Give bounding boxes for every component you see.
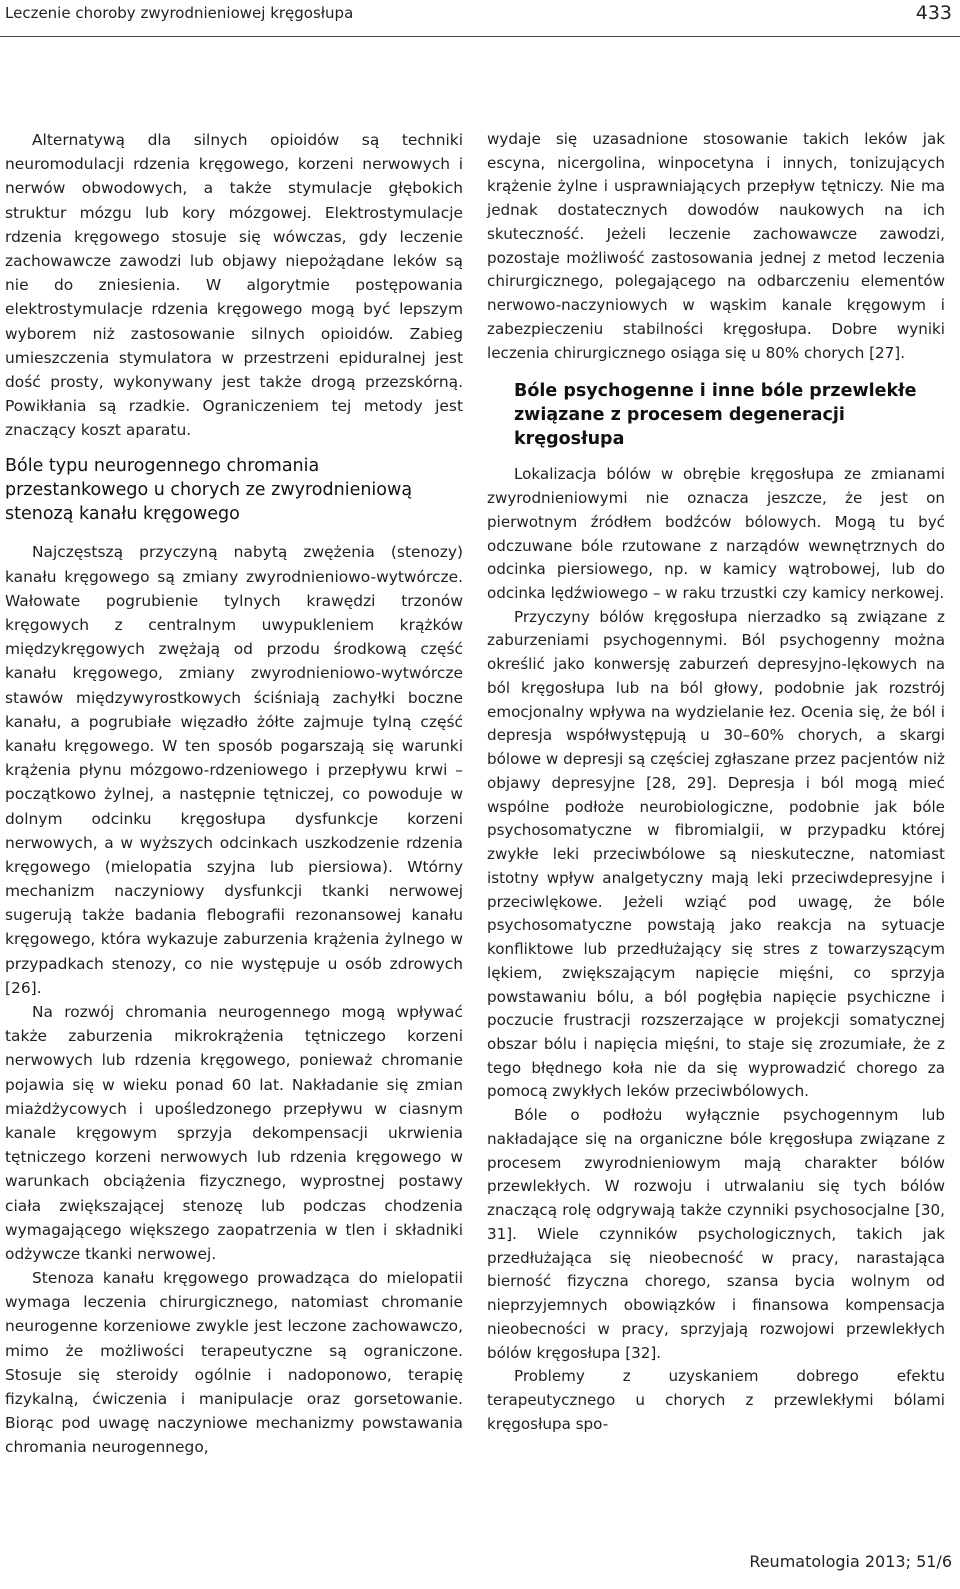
running-title: Leczenie choroby zwyrodnieniowej kręgosłupa	[5, 4, 354, 22]
paragraph-pain-localization: Lokalizacja bólów w obrębie kręgosłupa ze zmianami zwyrodnieniowymi nie oznacza jeszcze, że jest on pierwotnym źródłem bodźców bólowych. Mogą tu być odczuwane bóle rzutowane z narządów wewnętrznych do odcinka piersiowego, np. w kamicy wątrobowej, lub do odcinka lędźwiowego – w raku trzustki czy kamicy nerkowej.	[487, 465, 945, 603]
paragraph-microcirculation: Na rozwój chromania neurogennego mogą wpływać także zaburzenia mikrokrążenia tętniczego korzeni nerwowych lub rdzenia kręgowego, ponieważ chromanie pojawia się w wieku ponad 60 lat. Nakładanie się zmian miażdżycowych i upośledzonego przepływu w ciasnym kanale kręgowym sprzyja dekompensacji ukrwienia tętniczego korzeni nerwowych lub rdzenia kręgowego w warunkach obciążenia fizycznego, wyprostnej postawy ciała zwiększającej stenozę lub podczas chodzenia wymagającego większego zaopatrzenia w tlen i składniki odżywcze tkanki nerwowej.	[5, 1003, 463, 1263]
paragraph-stenosis-treatment: Stenoza kanału kręgowego prowadząca do mielopatii wymaga leczenia chirurgicznego, natomiast chromanie neurogenne korzeniowe zwykle jest leczone zachowawczo, mimo że możliwości terapeutyczne są ograniczone. Stosuje się steroidy ogólnie i nadoponowo, terapię fizykalną, ćwiczenia i manipulacje oraz gorsetowanie. Biorąc pod uwagę naczyniowe mechanizmy powstawania chromania neurogennego,	[5, 1269, 463, 1457]
section-heading-psychogenic-pain: Bóle psychogenne i inne bóle przewlekłe związane z procesem degeneracji kręgosłupa	[514, 381, 917, 450]
paragraph-psychogenic-causes: Przyczyny bólów kręgosłupa nierzadko są związane z zaburzeniami psychogennymi. Ból psychogenny można określić jako konwersję zaburzeń depresyjno-lękowych na ból kręgosłupa lub na ból głowy, podobnie jak rozstrój emocjonalny wpływa na wydzielanie łez. Ocenia się, że ból i depresja współwystępują u 30–60% chorych, a skargi bólowe w depresji są częściej zgłaszane przez pacjentów niż objawy depresyjne [28, 29]. Depresja i ból mogą mieć wspólne podłoże neurobiologiczne, podobnie jak bóle psychosomatyczne w fibromialgii, w przypadku której zwykłe leki przeciwbólowe są nieskuteczne, natomiast istotny wpływ analgetyczny mają leki przeciwdepresyjne i przeciwlękowe. Jeżeli wziąć pod uwagę, że bóle psychosomatyczne powstają jako reakcja na sytuacje konfliktowe lub przedłużający się stres z towarzyszącym lękiem, zwiększającym napięcie mięśni, co sprzyja powstawaniu bólu, a ból pogłębia napięcie psychiczne i poczucie frustracji rozszerzające w projekcji somatycznej obszar bólu i napięcia mięśni, to staje się zrozumiałe, że z tego błędnego koła nie da się wyprowadzić chorego za pomocą zwykłych leków przeciwbólowych.	[487, 607, 945, 1101]
paragraph-chronic-pain: Bóle o podłożu wyłącznie psychogennym lub nakładające się na organiczne bóle kręgosłupa związane z procesem zwyrodnieniowym mają charakter bólów przewlekłych. W rozwoju i utrwalaniu się tych bólów znaczącą rolę odgrywają także czynniki psychosocjalne [30, 31]. Wiele czynników psychologicznych, takich jak przedłużająca się nieobecność w pracy, narastająca bierność fizyczna chorego, szansa bycia wolnym od nieprzyjemnych obowiązków i finansowa kompensacja nieobecności w pracy, sprzyjają rozwojowi przewlekłych bólów kręgosłupa [32].	[487, 1106, 945, 1362]
paragraph-therapeutic-problems: Problemy z uzyskaniem dobrego efektu terapeutycznego u chorych z przewlekłymi bólami kręgosłupa spo-	[487, 1367, 945, 1433]
right-column	[487, 128, 945, 1436]
paragraph-stenosis-causes: Najczęstszą przyczyną nabytą zwężenia (stenozy) kanału kręgowego są zmiany zwyrodnieniowo-wytwórcze. Wałowate pogrubienie tylnych krawędzi trzonów kręgowych z centralnym uwypukleniem krążków międzykręgowych zwężają od przodu środkową część kanału kręgowego, zmiany zwyrodnieniowo-wytwórcze stawów międzywyrostkowych ściśniają zachyłki boczne kanału, a pogrubiałe więzadło żółte zajmuje tylną część kanału kręgowego. W ten sposób pogarszają się warunki krążenia płynu mózgowo-rdzeniowego i przepływu krwi – początkowo żylnej, a następnie tętniczej, co powoduje w dolnym odcinku kręgosłupa dysfunkcje korzeni nerwowych, a w wyższych odcinkach uszkodzenie rdzenia kręgowego (mielopatia szyjna lub piersiowa). Wtórny mechanizm naczyniowy dysfunkcji tkanki nerwowej sugerują także badania flebografii rezonansowej kanału kręgowego, która wykazuje zaburzenia krążenia żylnego w przypadkach stenozy, co nie występuje u osób zdrowych [26].	[5, 543, 463, 997]
page-header	[0, 0, 960, 52]
paragraph-neuromodulation: Alternatywą dla silnych opioidów są techniki neuromodulacji rdzenia kręgowego, korzeni nerwowych i nerwów obwodowych, a także stymulacje głębokich struktur mózgu lub kory mózgowej. Elektrostymulacje rdzenia kręgowego stosuje się wówczas, gdy leczenie zachowawcze zawodzi lub objawy niepożądane leków są nie do zniesienia. W algorytmie postępowania elektrostymulacje rdzenia kręgowego mogą być lepszym wyborem niż zastosowanie silnych opioidów. Zabieg umieszczenia stymulatora w przestrzeni epiduralnej jest dość prosty, wykonywany jest także drogą przezskórną. Powikłania są rzadkie. Ograniczeniem tej metody jest znaczący koszt aparatu.	[5, 131, 463, 440]
header-divider	[0, 36, 960, 37]
page-number: 433	[915, 2, 952, 24]
section-heading-neurogenic-claudication: Bóle typu neurogennego chromania przestankowego u chorych ze zwyrodnieniową stenozą kanału kręgowego	[5, 456, 413, 525]
left-column	[5, 128, 463, 1460]
journal-footer: Reumatologia 2013; 51/6	[749, 1552, 952, 1571]
paragraph-pharmacotherapy: wydaje się uzasadnione stosowanie takich leków jak escyna, nicergolina, winpocetyna i innych, tonizujących krążenie żylne i usprawniających przepływ tętniczy. Nie ma jednak dostatecznych dowodów naukowych na ich skuteczność. Jeżeli leczenie zachowawcze zawodzi, pozostaje możliwość zastosowania jednej z metod leczenia chirurgicznego, polegającego na odbarczeniu elementów nerwowo-naczyniowych w wąskim kanale kręgowym i zabezpieczeniu stabilności kręgosłupa. Dobre wyniki leczenia chirurgicznego osiąga się u 80% chorych [27].	[487, 130, 945, 362]
